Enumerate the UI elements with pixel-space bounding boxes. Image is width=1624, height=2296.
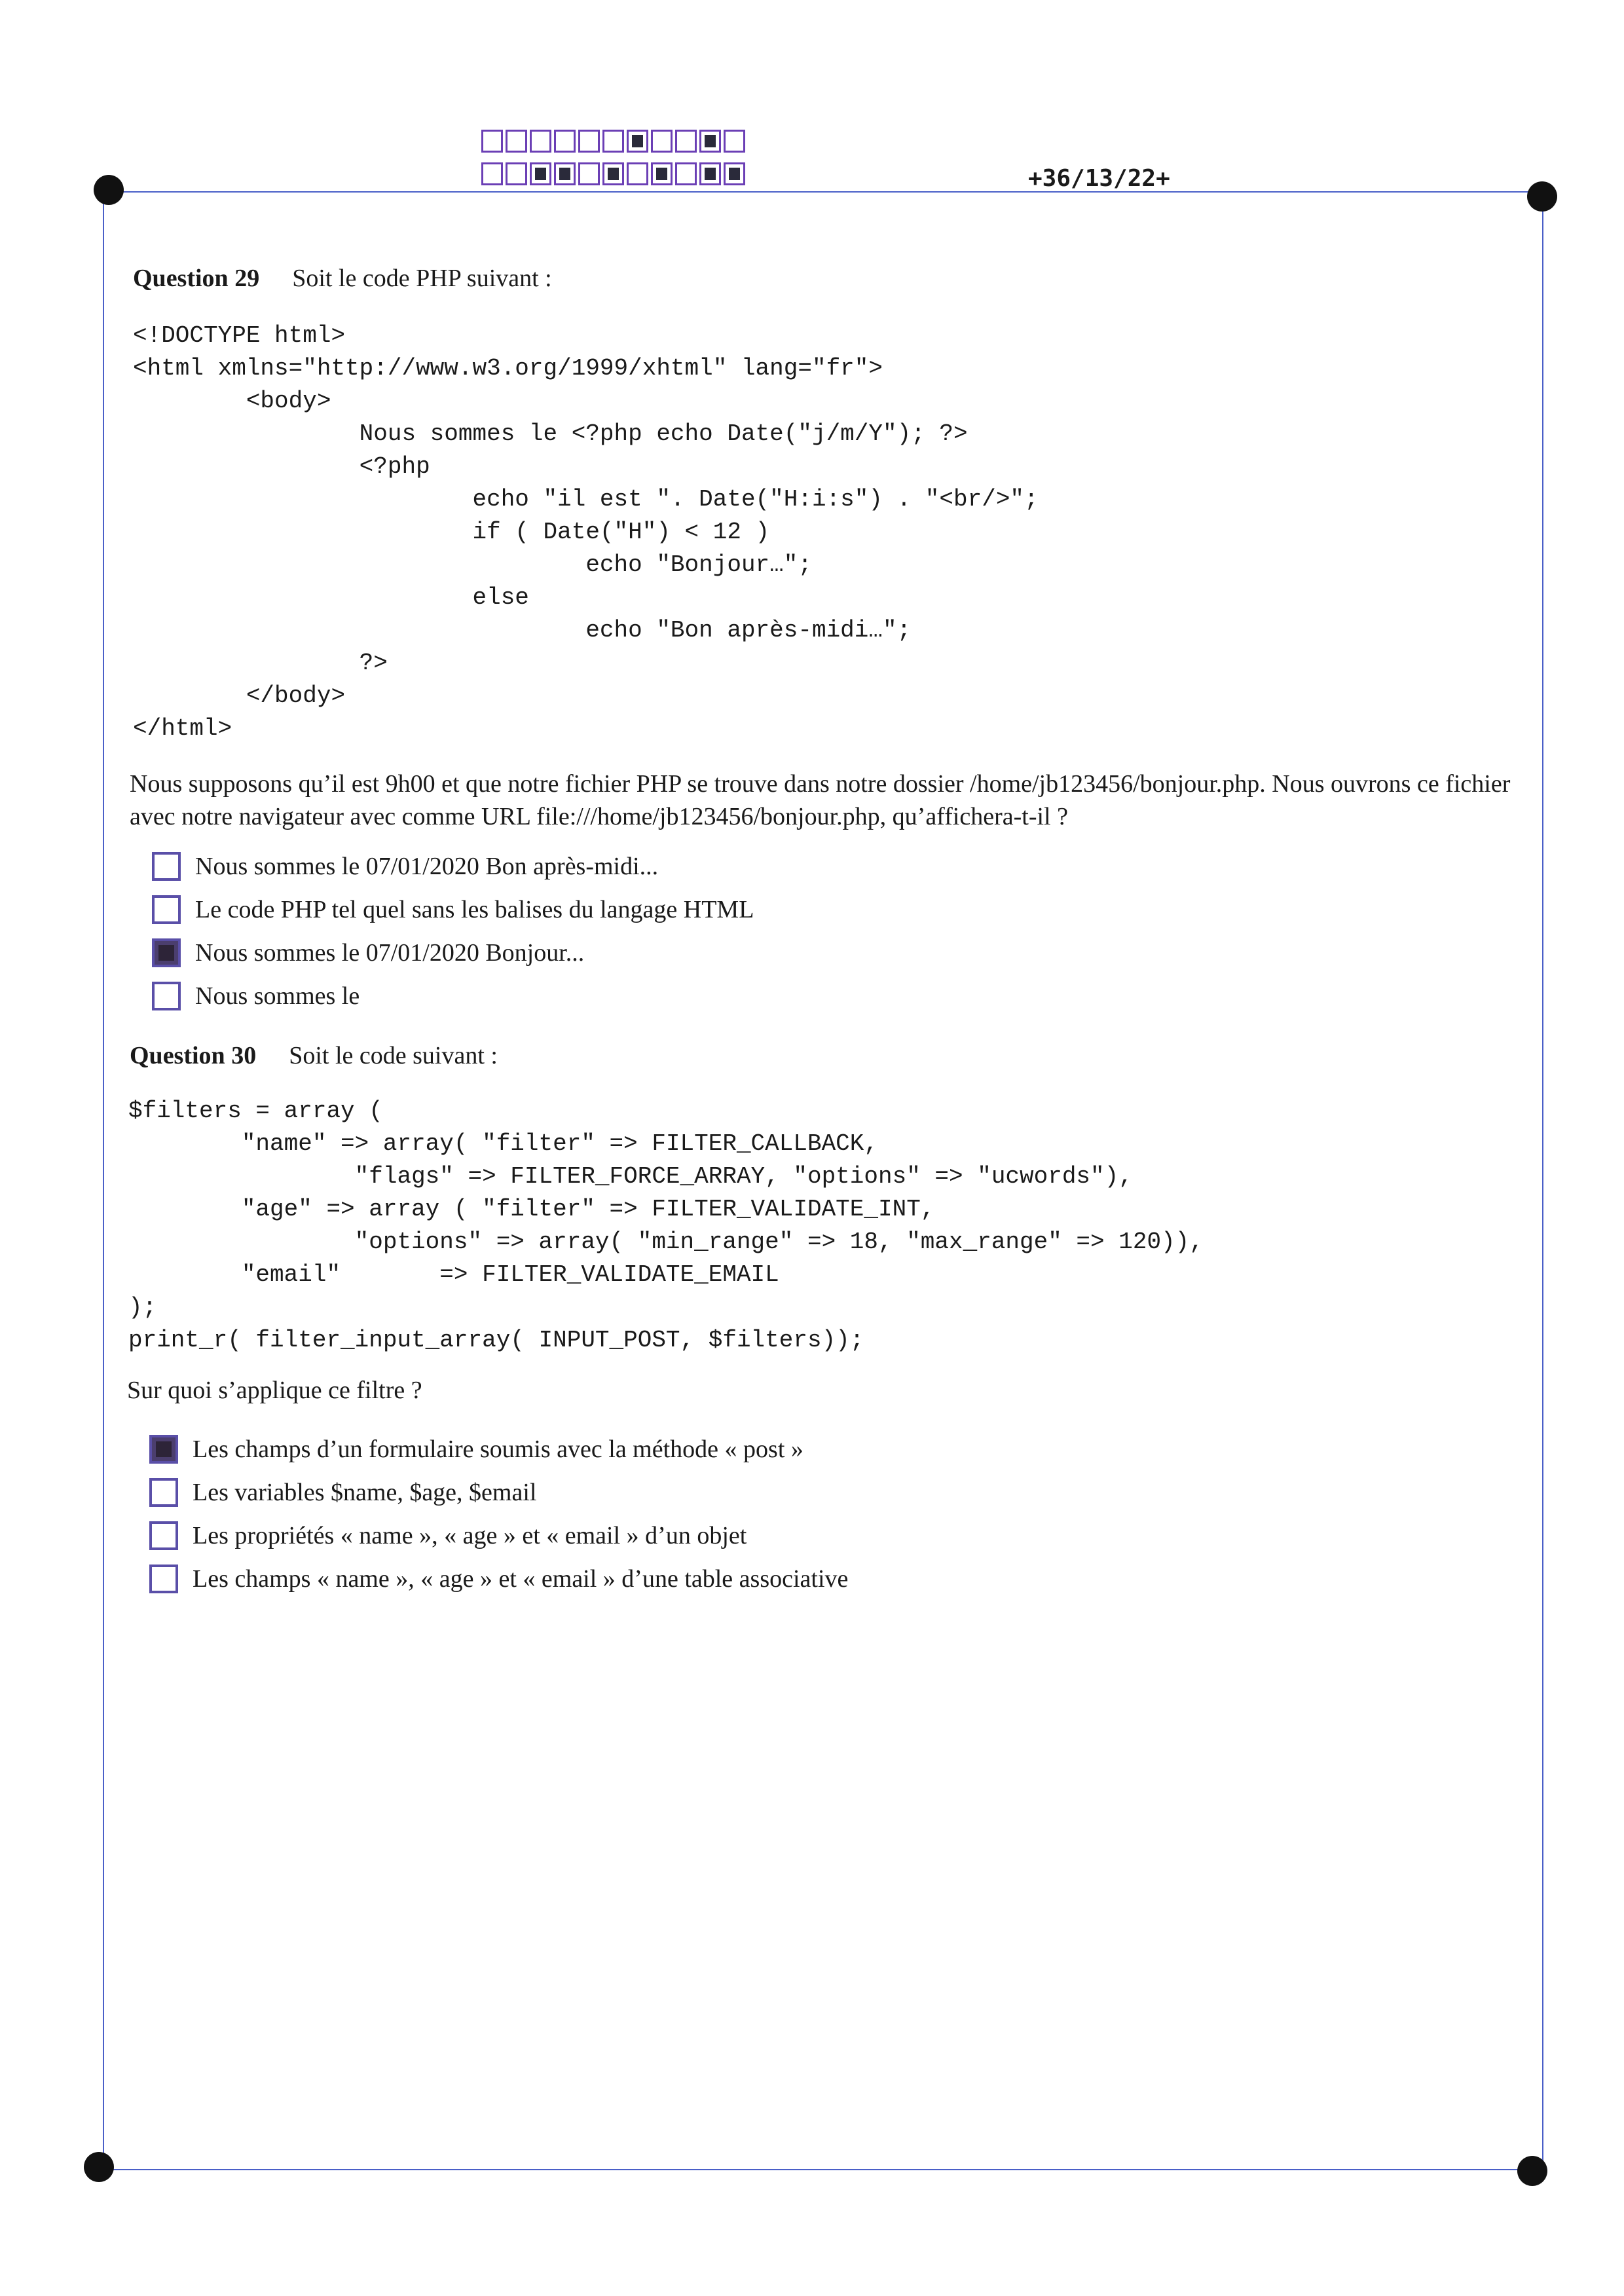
question-30-answers bbox=[149, 1428, 848, 1601]
answer-option[interactable] bbox=[152, 974, 754, 1018]
code-cell bbox=[699, 130, 721, 153]
answer-option[interactable] bbox=[149, 1428, 848, 1471]
code-cell bbox=[724, 162, 745, 185]
answer-label: Nous sommes le bbox=[195, 982, 360, 1010]
page-id: +36/13/22+ bbox=[1028, 165, 1170, 192]
code-cell bbox=[554, 162, 576, 185]
code-cell bbox=[578, 130, 600, 153]
answer-label: Les champs « name », « age » et « email » d’une table associative bbox=[193, 1565, 849, 1593]
code-cell bbox=[627, 162, 648, 185]
code-cell bbox=[699, 162, 721, 185]
frame-right bbox=[1542, 191, 1543, 2169]
question-30-heading bbox=[130, 1041, 498, 1070]
answer-label: Nous sommes le 07/01/2020 Bon après-midi... bbox=[195, 853, 659, 880]
answer-checkbox[interactable] bbox=[149, 1521, 178, 1550]
answer-checkbox[interactable] bbox=[152, 982, 181, 1010]
answer-checkbox[interactable] bbox=[152, 895, 181, 924]
code-cell bbox=[530, 130, 551, 153]
answer-label: Nous sommes le 07/01/2020 Bonjour... bbox=[195, 939, 585, 967]
code-cell bbox=[554, 130, 576, 153]
code-cell bbox=[651, 162, 673, 185]
answer-checkbox[interactable] bbox=[149, 1435, 178, 1464]
code-cell bbox=[675, 162, 697, 185]
corner-marker-top-right bbox=[1527, 181, 1557, 212]
answer-checkbox[interactable] bbox=[152, 938, 181, 967]
question-29-code: <!DOCTYPE html> <html xmlns="http://www.w3.org/1999/xhtml" lang="fr"> <body> Nous sommes le <?php echo Date("j/m/Y"); ?> <?php echo "il est ". Date("H:i:s") . "<br/>"; if ( Date("H") < 12 ) echo "Bonjour…"; else echo "Bon après-midi…"; ?> </body> </html> bbox=[133, 322, 1039, 742]
code-cell bbox=[481, 162, 503, 185]
answer-option[interactable] bbox=[152, 845, 754, 888]
corner-marker-top-left bbox=[94, 175, 124, 205]
code-cell bbox=[602, 162, 624, 185]
answer-label: Le code PHP tel quel sans les balises du langage HTML bbox=[195, 896, 754, 923]
answer-option[interactable] bbox=[152, 931, 754, 974]
question-29-answers bbox=[152, 845, 754, 1018]
answer-label: Les variables $name, $age, $email bbox=[193, 1479, 537, 1506]
code-cell bbox=[506, 162, 527, 185]
corner-marker-bottom-left bbox=[84, 2152, 114, 2182]
answer-checkbox[interactable] bbox=[149, 1478, 178, 1507]
question-29-label: Question 29 bbox=[133, 265, 260, 292]
code-cell bbox=[602, 130, 624, 153]
frame-left bbox=[103, 191, 104, 2169]
question-30-text: Sur quoi s’applique ce filtre ? bbox=[127, 1377, 422, 1404]
code-cell bbox=[651, 130, 673, 153]
question-29-text: Nous supposons qu’il est 9h00 et que notre fichier PHP se trouve dans notre dossier /home/jb123456/bonjour.php. Nous ouvrons ce fichier avec notre navigateur avec comme URL file:///home/jb123456/bonjour.php, qu’affichera-t-il ? bbox=[130, 770, 1511, 830]
frame-top bbox=[109, 191, 1543, 193]
code-cell bbox=[578, 162, 600, 185]
code-cell bbox=[675, 130, 697, 153]
question-29-prompt: Soit le code PHP suivant : bbox=[292, 265, 552, 292]
answer-checkbox[interactable] bbox=[152, 852, 181, 881]
question-30-label: Question 30 bbox=[130, 1042, 257, 1069]
question-29-heading bbox=[133, 264, 552, 293]
code-cell bbox=[724, 130, 745, 153]
code-cell bbox=[481, 130, 503, 153]
question-30-prompt: Soit le code suivant : bbox=[289, 1042, 498, 1069]
answer-option[interactable] bbox=[152, 888, 754, 931]
frame-bottom bbox=[98, 2169, 1536, 2170]
answer-label: Les propriétés « name », « age » et « email » d’un objet bbox=[193, 1522, 747, 1549]
answer-option[interactable] bbox=[149, 1557, 848, 1601]
answer-checkbox[interactable] bbox=[149, 1565, 178, 1593]
answer-option[interactable] bbox=[149, 1471, 848, 1514]
answer-option[interactable] bbox=[149, 1514, 848, 1557]
answer-label: Les champs d’un formulaire soumis avec la méthode « post » bbox=[193, 1435, 803, 1463]
corner-marker-bottom-right bbox=[1517, 2156, 1547, 2186]
code-cell bbox=[506, 130, 527, 153]
page-id-code-row-1 bbox=[481, 130, 748, 153]
question-30-code: $filters = array ( "name" => array( "filter" => FILTER_CALLBACK, "flags" => FILTER_FORCE_ARRAY, "options" => "ucwords"), "age" => array ( "filter" => FILTER_VALIDATE_INT, "options" => array( "min_range" => 18, "max_range" => 120)), "email" => FILTER_VALIDATE_EMAIL ); print_r( filter_input_array( INPUT_POST, $filters)); bbox=[128, 1098, 1204, 1354]
code-cell bbox=[530, 162, 551, 185]
code-cell bbox=[627, 130, 648, 153]
page-id-code-row-2 bbox=[481, 162, 748, 185]
